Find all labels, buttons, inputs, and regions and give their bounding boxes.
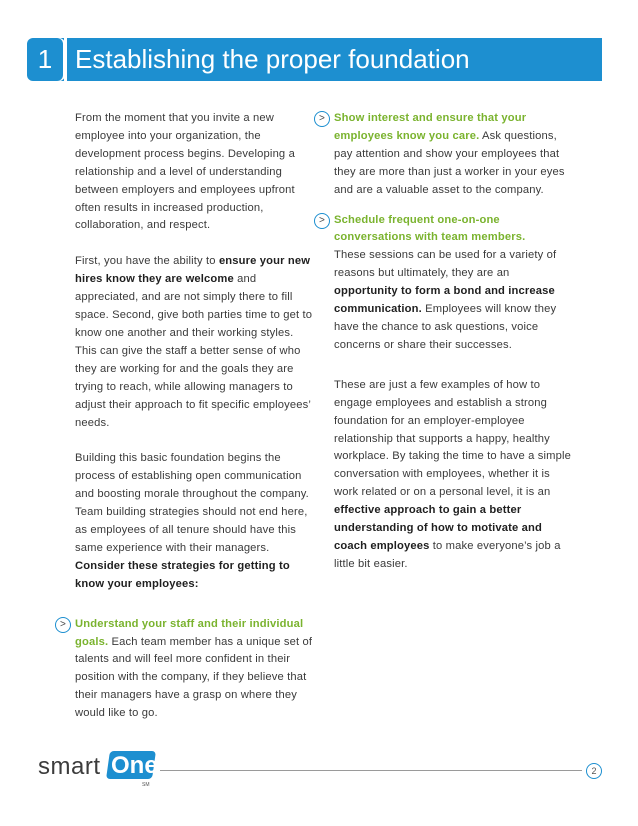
section-number: 1 (37, 44, 53, 74)
bond-emphasis: opportunity to form a bond and increase communication. (334, 285, 555, 316)
bullet-title: Show interest and ensure that your employees know you care. (334, 112, 527, 142)
left-column (60, 110, 315, 723)
chevron-right-icon: > (314, 111, 330, 127)
section-number-badge (27, 38, 63, 81)
page-number: 2 (586, 763, 602, 779)
logo-text-smart: smart (38, 753, 101, 780)
header-divider (64, 38, 67, 81)
footer-rule (160, 770, 582, 771)
approach-emphasis: effective approach to gain a better understanding of how to motivate and coach employees (334, 504, 543, 552)
bullet-schedule-one-on-one: > Schedule frequent one-on-one conversations with team members. These sessions can be used for a variety of reasons but ultimately, they are an opportunity to form a bond and increase communication. Employees will know they have the chance to ask questions, voice concerns or share their successes. (334, 212, 574, 355)
service-mark: SM (142, 782, 150, 788)
bullet-title: Understand your staff and their individual goals. (75, 617, 304, 648)
welcome-emphasis: ensure your new hires know they are welcome (75, 255, 311, 286)
foundation-paragraph: Building this basic foundation begins the process of establishing open communication and boosting morale throughout the company. Team building strategies should not end here, as employees of all tenure should have this same experience with their managers. Consider these strategies for getting to know your employees: (75, 452, 309, 590)
bullet-show-interest: > Show interest and ensure that your employees know you care. Ask questions, pay attention and show your employees that they are more than just a worker in your eyes and are a valuable asset to the company. (334, 110, 574, 200)
intro-paragraph: From the moment that you invite a new employee into your organization, the development process begins. Developing a relationship and a level of understanding between employers and employees upfront often results in increased production, collaboration, and respect. (75, 112, 295, 232)
smartone-logo (38, 751, 158, 791)
closing-paragraph: These are just a few examples of how to engage employees and establish a strong foundation for an employer-employee relationship that supports a happy, healthy workplace. By taking the time to have a simple conversation with employees, whether it is work related or on a personal level, it is an effective approach to gain a better understanding of how to motivate and coach employees to make everyone’s job a little bit easier. (334, 378, 571, 570)
bullet-title: Schedule frequent one-on-one conversations with team members. (334, 213, 526, 244)
chevron-right-icon: > (55, 617, 71, 633)
page-title: Establishing the proper foundation (75, 44, 470, 74)
right-column (319, 110, 574, 574)
chevron-right-icon: > (314, 213, 330, 229)
bullet-understand-goals: > Understand your staff and their individual goals. Each team member has a unique set of talents and will feel more confident in their position with the company, if they believe that their managers have a grasp on where they would like to go. (75, 616, 315, 723)
welcome-paragraph: First, you have the ability to ensure your new hires know they are welcome and appreciated, and are not simply there to fill space. Second, give both parties time to get to know one another and their working styles. This can give the staff a better sense of who they are working for and the goals they are trying to reach, while allowing managers to adjust their approach to fit specific employees’ needs. (75, 255, 313, 429)
logo-text-one: One (111, 752, 158, 779)
strategies-emphasis: Consider these strategies for getting to know your employees: (75, 559, 290, 590)
